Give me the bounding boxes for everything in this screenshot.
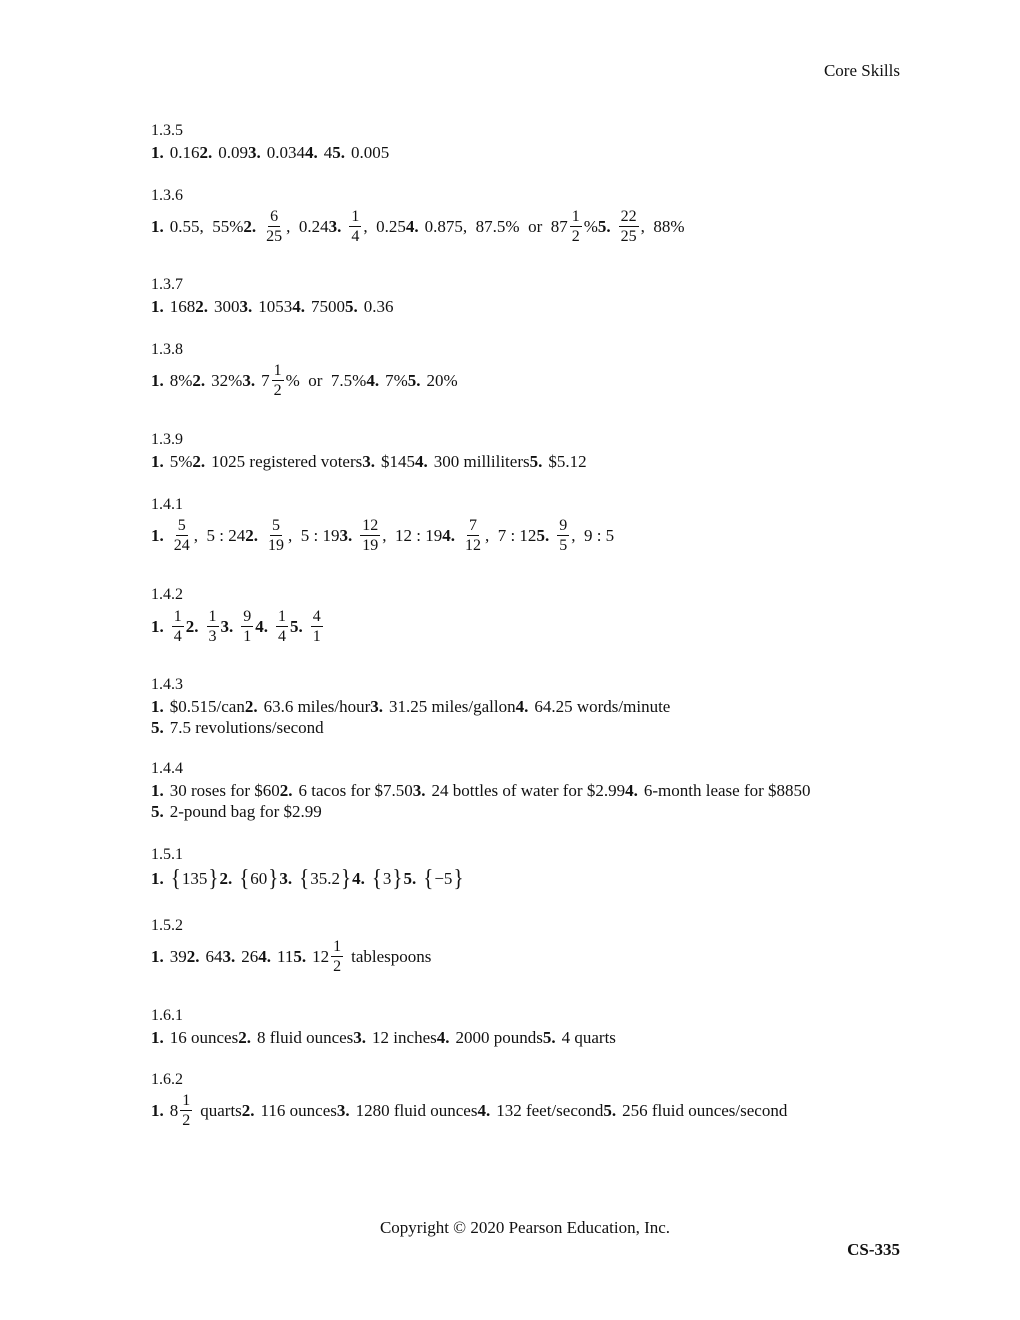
item-number: 5. — [542, 1028, 556, 1047]
fraction-numerator: 7 — [467, 517, 479, 536]
answer-value: 0.16 — [169, 143, 200, 162]
item-number: 5. — [293, 947, 307, 967]
answer-value: 2-pound bag for $2.99 — [169, 802, 322, 821]
answer-value: 3 — [382, 869, 392, 888]
item-number: 2. — [192, 452, 206, 471]
answer-line — [151, 453, 587, 470]
answer-item — [151, 719, 324, 736]
fraction-numerator: 1 — [276, 608, 288, 627]
item-number: 3. — [412, 781, 426, 800]
item-number: 3. — [222, 947, 236, 967]
fraction-numerator: 5 — [270, 517, 282, 536]
answer-value: , 5 : 19 — [287, 526, 340, 546]
item-number: 5. — [529, 452, 543, 471]
item-number: 1. — [151, 217, 164, 237]
answer-item — [625, 782, 810, 799]
item-number: 3. — [248, 143, 261, 162]
fraction-denominator: 12 — [464, 537, 481, 555]
set-brace: { — [170, 864, 181, 892]
answer-item — [151, 803, 322, 820]
item-number: 5. — [597, 217, 611, 237]
answer-item — [223, 948, 259, 965]
answer-value: $5.12 — [548, 452, 587, 471]
answer-line — [151, 362, 458, 400]
answer-item — [245, 517, 339, 555]
item-number: 3. — [220, 617, 234, 637]
answer-line — [151, 1029, 616, 1046]
answer-value: 35.2 — [310, 869, 340, 888]
answer-item — [337, 1102, 478, 1119]
answer-value: 0.55, 55% — [169, 217, 244, 237]
answer-item — [245, 698, 370, 715]
answer-item — [151, 608, 186, 646]
fraction — [619, 208, 639, 246]
fraction — [349, 208, 361, 246]
item-number: 2. — [185, 617, 199, 637]
answer-item — [151, 1029, 238, 1046]
answer-item — [543, 1029, 616, 1046]
fraction-denominator: 1 — [243, 628, 252, 646]
fraction-numerator: 1 — [272, 362, 284, 381]
fraction — [207, 608, 219, 646]
answer-item — [293, 938, 431, 976]
answer-item — [477, 1102, 603, 1119]
answer-item — [290, 608, 325, 646]
answer-value: 39 — [169, 947, 187, 967]
answer-item — [151, 144, 200, 161]
fraction-denominator: 25 — [266, 228, 283, 246]
answer-item — [413, 782, 625, 799]
item-number: 4. — [515, 697, 529, 716]
fraction-denominator: 19 — [267, 537, 284, 555]
item-number: 1. — [151, 143, 164, 162]
item-number: 2. — [245, 526, 258, 546]
item-number: 4. — [477, 1101, 491, 1121]
item-number: 3. — [279, 869, 293, 888]
answer-value: 31.25 miles/gallon — [389, 697, 516, 716]
answer-value: , 0.24 — [286, 217, 329, 237]
fraction — [172, 608, 184, 646]
fraction — [264, 208, 284, 246]
answer-item — [516, 698, 671, 715]
fraction-denominator: 24 — [173, 537, 190, 555]
answer-value: 116 ounces — [260, 1101, 337, 1121]
item-number: 4. — [405, 217, 419, 237]
answer-item — [192, 372, 242, 389]
answer-item — [151, 864, 219, 892]
answer-value: 300 — [214, 297, 240, 316]
answer-value: quarts — [200, 1101, 242, 1121]
item-number: 3. — [242, 371, 256, 391]
answer-line — [151, 298, 394, 315]
item-number: 5. — [345, 297, 358, 316]
fraction-numerator: 6 — [268, 208, 280, 227]
answer-item — [151, 372, 192, 389]
set-brace: { — [299, 864, 310, 892]
item-number: 1. — [151, 617, 164, 637]
answer-item — [219, 864, 279, 892]
fraction — [180, 1092, 192, 1130]
item-number: 1. — [151, 1101, 164, 1121]
item-number: 4. — [352, 869, 365, 888]
item-number: 3. — [362, 452, 375, 471]
answer-item — [151, 218, 243, 235]
answer-item — [192, 453, 362, 470]
answer-line — [151, 1092, 787, 1130]
item-number: 2. — [219, 869, 233, 888]
answer-item — [603, 1102, 787, 1119]
section-label: 1.3.8 — [151, 341, 183, 358]
item-number: 4. — [415, 452, 428, 471]
answer-value: 7 — [261, 371, 270, 391]
fraction — [172, 517, 192, 555]
section-label: 1.6.1 — [151, 1007, 183, 1024]
item-number: 4. — [258, 947, 271, 967]
fraction-numerator: 9 — [557, 517, 569, 536]
answer-line — [151, 517, 614, 555]
answer-item — [258, 948, 293, 965]
answer-item — [242, 362, 366, 400]
item-number: 5. — [290, 617, 303, 637]
section-label: 1.6.2 — [151, 1071, 183, 1088]
answer-item — [345, 298, 394, 315]
answer-value: 26 — [241, 947, 259, 967]
fraction — [311, 608, 323, 646]
answer-item — [406, 208, 598, 246]
item-number: 5. — [151, 718, 164, 737]
item-number: 2. — [238, 1028, 251, 1047]
answer-line — [151, 608, 325, 646]
answer-line — [151, 938, 431, 976]
answer-item — [598, 208, 685, 246]
fraction — [266, 517, 286, 555]
section-label: 1.4.2 — [151, 586, 183, 603]
answer-value: , 0.25 — [363, 217, 406, 237]
fraction-numerator: 1 — [331, 938, 343, 957]
fraction-numerator: 1 — [180, 1092, 192, 1111]
answer-item — [151, 517, 245, 555]
item-number: 5. — [403, 869, 417, 888]
fraction-denominator: 2 — [273, 382, 282, 400]
answer-item — [186, 608, 221, 646]
answer-value: 24 bottles of water for $2.99 — [431, 781, 626, 800]
page-header: Core Skills — [823, 61, 900, 80]
answer-value: % or 7.5% — [285, 371, 367, 391]
answer-item — [151, 782, 280, 799]
item-number: 1. — [151, 947, 164, 967]
fraction-denominator: 4 — [173, 628, 182, 646]
answer-value: 0.36 — [363, 297, 394, 316]
item-number: 4. — [436, 1028, 450, 1047]
item-number: 4. — [292, 297, 305, 316]
fraction — [570, 208, 582, 246]
answer-value: , 88% — [640, 217, 685, 237]
fraction-denominator: 2 — [333, 958, 342, 976]
answer-value: 135 — [181, 869, 208, 888]
answer-item — [408, 372, 458, 389]
section-label: 1.4.3 — [151, 676, 183, 693]
answer-item — [242, 1102, 337, 1119]
item-number: 3. — [339, 526, 353, 546]
item-number: 4. — [255, 617, 268, 637]
fraction — [463, 517, 483, 555]
copyright-footer: Copyright © 2020 Pearson Education, Inc. — [379, 1218, 671, 1237]
answer-value: 60 — [250, 869, 268, 888]
answer-value: 0.09 — [218, 143, 248, 162]
answer-value: $0.515/can — [169, 697, 245, 716]
answer-value: , 5 : 24 — [193, 526, 246, 546]
answer-value: 7% — [385, 371, 408, 391]
section-label: 1.5.2 — [151, 917, 183, 934]
item-number: 2. — [279, 781, 293, 800]
answer-value: $145 — [381, 452, 415, 471]
answer-value: 4 quarts — [561, 1028, 616, 1047]
item-number: 1. — [151, 1028, 164, 1047]
fraction-denominator: 4 — [351, 228, 360, 246]
fraction-denominator: 2 — [571, 228, 580, 246]
section-label: 1.5.1 — [151, 846, 183, 863]
section-label: 1.3.5 — [151, 122, 183, 139]
fraction-denominator: 3 — [208, 628, 217, 646]
answer-item — [366, 372, 407, 389]
answer-item — [221, 608, 256, 646]
answer-value: 1025 registered voters — [211, 452, 363, 471]
answer-line — [151, 803, 322, 820]
answer-value: , 7 : 12 — [484, 526, 537, 546]
answer-value: , 9 : 5 — [571, 526, 615, 546]
answer-item — [339, 517, 442, 555]
answer-value: 11 — [277, 947, 294, 967]
item-number: 4. — [366, 371, 380, 391]
answer-value: −5 — [434, 869, 453, 888]
item-number: 1. — [151, 526, 164, 546]
answer-value: 8 — [169, 1101, 179, 1121]
answer-value: 8% — [169, 371, 193, 391]
answer-value: 132 feet/second — [496, 1101, 604, 1121]
answer-value: 5% — [169, 452, 193, 471]
section-label: 1.3.6 — [151, 187, 183, 204]
fraction — [241, 608, 253, 646]
answer-value: 256 fluid ounces/second — [622, 1101, 788, 1121]
answer-item — [370, 698, 515, 715]
answer-value: 2000 pounds — [455, 1028, 543, 1047]
answer-value: 7500 — [311, 297, 345, 316]
fraction-denominator: 2 — [182, 1112, 191, 1130]
item-number: 1. — [151, 869, 164, 888]
set-brace: } — [340, 864, 352, 892]
answer-item — [151, 948, 187, 965]
item-number: 2. — [241, 1101, 255, 1121]
answer-item — [280, 782, 413, 799]
answer-line — [151, 698, 670, 715]
answer-item — [151, 1092, 242, 1130]
set-brace: } — [268, 864, 279, 892]
fraction-denominator: 1 — [312, 628, 321, 646]
item-number: 4. — [442, 526, 455, 546]
answer-value: % — [583, 217, 598, 237]
answer-item — [536, 517, 614, 555]
set-brace: { — [423, 864, 434, 892]
item-number: 3. — [239, 297, 253, 316]
answer-line — [151, 782, 811, 799]
answer-value: 8 fluid ounces — [256, 1028, 354, 1047]
section-label: 1.4.4 — [151, 760, 183, 777]
item-number: 2. — [244, 697, 258, 716]
item-number: 3. — [336, 1101, 350, 1121]
answer-value: 0.005 — [351, 143, 390, 162]
answer-value: 168 — [169, 297, 196, 316]
fraction-denominator: 5 — [559, 537, 568, 555]
answer-value: 6-month lease for $8850 — [643, 781, 811, 800]
answer-item — [329, 208, 406, 246]
section-label: 1.3.9 — [151, 431, 183, 448]
answer-value: tablespoons — [351, 947, 432, 967]
answer-value: 300 milliliters — [433, 452, 530, 471]
answer-line — [151, 144, 389, 161]
answer-value: 1280 fluid ounces — [355, 1101, 478, 1121]
fraction-denominator: 4 — [278, 628, 286, 646]
item-number: 1. — [151, 697, 164, 716]
fraction-numerator: 12 — [360, 517, 380, 536]
item-number: 1. — [151, 781, 164, 800]
fraction — [557, 517, 569, 555]
fraction-numerator: 5 — [176, 517, 188, 536]
fraction-denominator: 19 — [362, 537, 379, 555]
answer-item — [442, 517, 536, 555]
section-label: 1.4.1 — [151, 496, 183, 513]
fraction-numerator: 4 — [311, 608, 323, 627]
fraction-denominator: 25 — [620, 228, 637, 246]
item-number: 2. — [192, 371, 206, 391]
answer-item — [415, 453, 530, 470]
answer-item — [305, 144, 332, 161]
fraction-numerator: 1 — [172, 608, 184, 627]
item-number: 2. — [199, 143, 213, 162]
fraction-numerator: 1 — [570, 208, 582, 227]
answer-value: 63.6 miles/hour — [263, 697, 371, 716]
item-number: 2. — [186, 947, 200, 967]
answer-item — [279, 864, 352, 892]
answer-value: 20% — [426, 371, 458, 391]
answer-item — [255, 608, 290, 646]
item-number: 3. — [370, 697, 384, 716]
answer-item — [292, 298, 345, 315]
item-number: 4. — [625, 781, 638, 800]
answer-value: 64 — [205, 947, 223, 967]
answer-value: 32% — [211, 371, 243, 391]
item-number: 3. — [353, 1028, 367, 1047]
set-brace: { — [371, 864, 382, 892]
answer-item — [200, 144, 249, 161]
answer-value: 0.875, 87.5% or 87 — [424, 217, 568, 237]
fraction-numerator: 1 — [207, 608, 219, 627]
item-number: 5. — [536, 526, 550, 546]
answer-item — [151, 453, 192, 470]
answer-value: 6 tacos for $7.50 — [298, 781, 413, 800]
fraction-numerator: 1 — [349, 208, 361, 227]
answer-value: 16 ounces — [169, 1028, 239, 1047]
answer-item — [151, 298, 195, 315]
item-number: 2. — [243, 217, 257, 237]
answer-line — [151, 719, 324, 736]
set-brace: } — [392, 864, 403, 892]
item-number: 4. — [305, 143, 318, 162]
fraction-numerator: 9 — [241, 608, 253, 627]
item-number: 1. — [151, 371, 164, 391]
answer-item — [195, 298, 239, 315]
answer-item — [248, 144, 305, 161]
answer-item — [243, 208, 328, 246]
item-number: 5. — [332, 143, 345, 162]
set-brace: } — [453, 864, 464, 892]
answer-item — [352, 864, 403, 892]
answer-value: 0.034 — [266, 143, 305, 162]
item-number: 5. — [151, 802, 164, 821]
item-number: 5. — [407, 371, 421, 391]
fraction-numerator: 22 — [619, 208, 639, 227]
fraction — [272, 362, 284, 400]
answer-value: , 12 : 19 — [382, 526, 443, 546]
answer-value: 1053 — [258, 297, 293, 316]
answer-value: 12 — [312, 947, 330, 967]
answer-item — [530, 453, 587, 470]
item-number: 3. — [328, 217, 342, 237]
answer-item — [240, 298, 293, 315]
answer-item — [362, 453, 415, 470]
answer-item — [437, 1029, 543, 1046]
answer-item — [238, 1029, 353, 1046]
item-number: 2. — [195, 297, 208, 316]
answer-value: 30 roses for $60 — [169, 781, 280, 800]
set-brace: } — [208, 864, 219, 892]
answer-value: 4 — [323, 143, 333, 162]
fraction — [276, 608, 288, 646]
fraction — [360, 517, 380, 555]
answer-value: 12 inches — [372, 1028, 437, 1047]
fraction — [331, 938, 343, 976]
set-brace: { — [239, 864, 250, 892]
answer-item — [403, 864, 465, 892]
answer-value: 7.5 revolutions/second — [169, 718, 324, 737]
answer-line — [151, 864, 465, 892]
answer-item — [332, 144, 389, 161]
page-number: CS-335 — [847, 1240, 900, 1259]
answer-item — [151, 698, 245, 715]
item-number: 5. — [603, 1101, 617, 1121]
answer-item — [353, 1029, 436, 1046]
answer-line — [151, 208, 685, 246]
section-label: 1.3.7 — [151, 276, 183, 293]
item-number: 1. — [151, 452, 164, 471]
item-number: 1. — [151, 297, 164, 316]
answer-value: 64.25 words/minute — [534, 697, 671, 716]
answer-item — [187, 948, 223, 965]
